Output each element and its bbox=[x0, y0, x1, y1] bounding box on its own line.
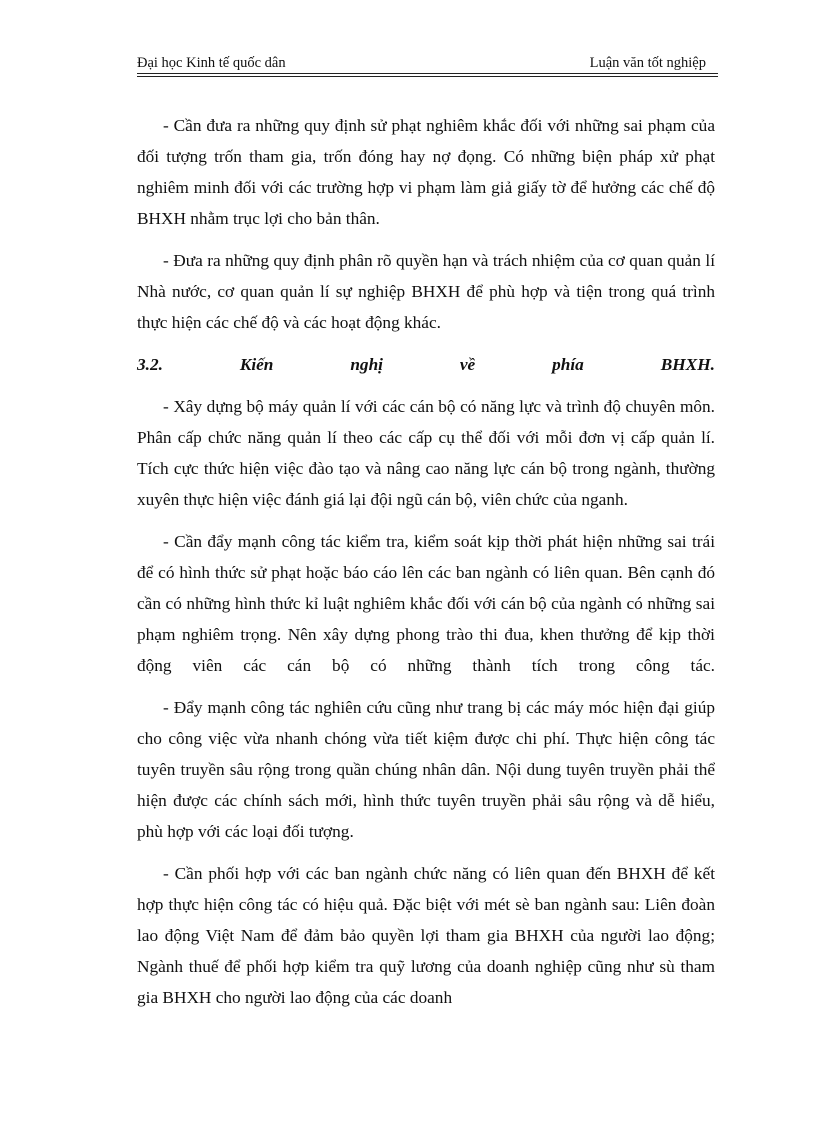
paragraph-3: - Xây dựng bộ máy quản lí với các cán bộ có năng lực và trình độ chuyên môn. Phân cấp chức năng quản lí theo các cấp cụ thể đối với mỗi đơn vị cấp quản lí. Tích cực thức hiện việc đào tạo và nâng cao năng lực cán bộ trong ngành, thường xuyên thực hiện việc đánh giá lại đội ngũ cán bộ, viên chức của nganh. bbox=[137, 397, 715, 509]
header-rule-thin bbox=[137, 76, 718, 77]
paragraph-1: - Cần đưa ra những quy định sử phạt nghiêm khắc đối với những sai phạm của đối tượng trốn tham gia, trốn đóng hay nợ đọng. Có những biện pháp xử phạt nghiêm minh đối với các trường hợp vi phạm làm giả giấy tờ để hưởng các chế độ BHXH nhằm trục lợi cho bản thân. bbox=[137, 116, 715, 228]
heading-word-5: BHXH. bbox=[660, 355, 715, 374]
paragraph-4: - Cần đẩy mạnh công tác kiểm tra, kiểm soát kịp thời phát hiện những sai trái để có hình thức sử phạt hoặc báo cáo lên các ban ngành có liên quan. Bên cạnh đó cần có những hình thức kỉ luật nghiêm khắc đối với cán bộ của ngành có những sai phạm nghiêm trọng. Nên xây dựng phong trào thi đua, khen thưởng để kịp thời động viên các cán bộ có những thành tích trong công tác. bbox=[137, 532, 715, 675]
paragraph-2: - Đưa ra những quy định phân rõ quyền hạn và trách nhiệm của cơ quan quản lí Nhà nước, cơ quan quản lí sự nghiệp BHXH để phù hợp và tiện trong quá trình thực hiện các chế độ và các hoạt động khác. bbox=[137, 251, 715, 332]
header-rule bbox=[137, 73, 718, 74]
heading-word-1: Kiến bbox=[239, 355, 274, 374]
paragraph-6: - Cần phối hợp với các ban ngành chức năng có liên quan đến BHXH để kết hợp thực hiện công tác có hiệu quả. Đặc biệt với mét sè ban ngành sau: Liên đoàn lao động Việt Nam để đảm bảo quyền lợi tham gia BHXH của người lao động; Ngành thuế để phối hợp kiểm tra quỹ lương của doanh nghiệp cũng như sù tham gia BHXH cho người lao động của các doanh bbox=[137, 864, 715, 1007]
section-heading bbox=[137, 349, 715, 380]
heading-word-3: về bbox=[459, 355, 476, 374]
page-header bbox=[137, 53, 718, 75]
document-body bbox=[137, 110, 715, 1024]
header-right-text: Luận văn tốt nghiệp bbox=[589, 55, 706, 71]
section-number: 3.2. bbox=[137, 355, 163, 374]
heading-word-2: nghị bbox=[350, 355, 383, 374]
header-left-text: Đại học Kinh tế quốc dân bbox=[137, 55, 286, 71]
heading-word-4: phía bbox=[552, 355, 584, 374]
paragraph-5: - Đẩy mạnh công tác nghiên cứu cũng như trang bị các máy móc hiện đại giúp cho công việc vừa nhanh chóng vừa tiết kiệm được chi phí. Thực hiện công tác tuyên truyền sâu rộng trong quần chúng nhân dân. Nội dung tuyên truyền phải thể hiện được các chính sách mới, hình thức tuyên truyền phải sâu rộng và dễ hiểu, phù hợp với các loại đối tượng. bbox=[137, 698, 715, 841]
